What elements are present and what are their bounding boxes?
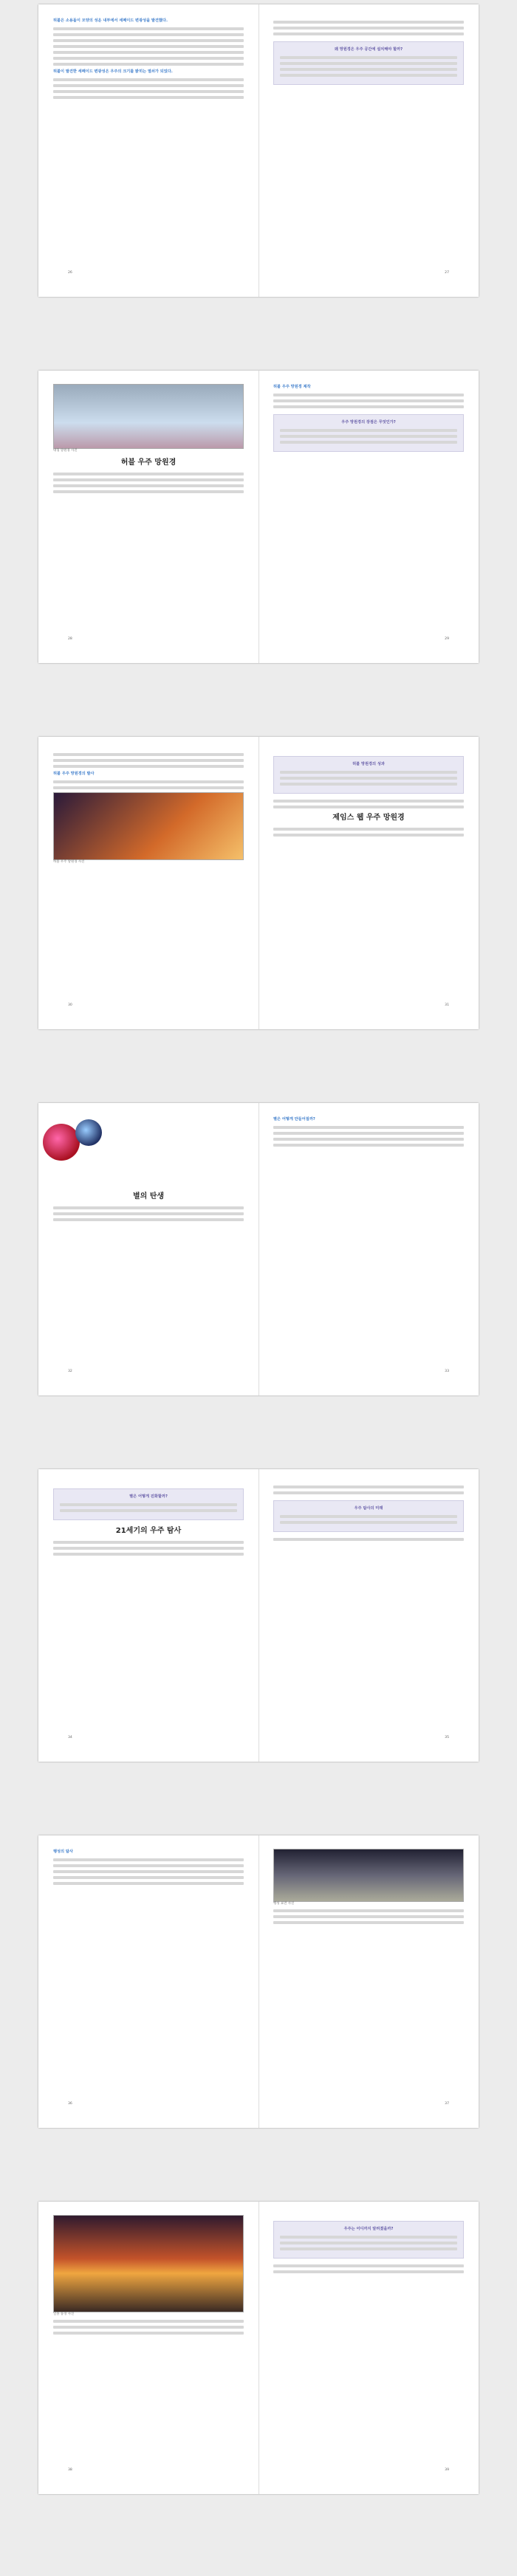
surface-image [273,1849,464,1902]
left-page [53,750,244,1016]
right-page [273,2215,464,2481]
text-line [273,1126,464,1129]
text-line [273,806,464,808]
text-line [53,33,244,36]
box-title: 별은 어떻게 진화할까? [129,1494,168,1499]
text-line [273,27,464,30]
text-line [53,45,244,48]
right-page [273,18,464,284]
text-line [273,828,464,831]
page-number: 30 [68,1003,72,1007]
text-line [53,1870,244,1873]
page-number: 37 [445,2102,449,2106]
text-line [53,490,244,493]
book-spread-5 [38,1469,479,1762]
text-line [53,1212,244,1215]
text-line [273,800,464,803]
right-page [273,1849,464,2115]
text-line [53,78,244,81]
info-box [273,756,464,794]
book-spread-2 [38,371,479,663]
text-line [273,1132,464,1135]
text-line [53,780,244,783]
info-box [53,1488,244,1520]
text-line [60,1509,237,1512]
left-page [53,1849,244,2115]
text-line [280,771,457,774]
text-line [53,1218,244,1221]
box-title: 우주 망원경의 장점은 무엇인가? [341,420,396,425]
section-question: 별은 어떻게 만들어질까? [273,1117,315,1122]
left-page [53,18,244,284]
text-line [53,1882,244,1885]
image-caption: 대형 망원경 사진 [53,449,78,453]
section-question: 허블이 발견한 세페이드 변광성은 우주의 크기를 밝히는 열쇠가 되었다. [53,69,173,74]
text-line [53,27,244,30]
telescope-image [53,384,244,449]
page-number: 38 [68,2468,72,2472]
text-line [53,96,244,99]
text-line [280,429,457,432]
section-question: 행성의 탐사 [53,1849,73,1854]
page-number: 26 [68,271,72,275]
info-box [273,2221,464,2259]
text-line [53,786,244,789]
book-spread-1 [38,4,479,297]
text-line [53,2326,244,2329]
right-page [273,750,464,1016]
text-line [53,2332,244,2335]
text-line [280,2247,457,2250]
section-question: 허블 우주 망원경 제작 [273,385,311,389]
text-line [53,1876,244,1879]
text-line [273,2270,464,2273]
text-line [280,435,457,438]
section-question: 허블 우주 망원경의 발사 [53,772,95,776]
right-page [273,1116,464,1382]
text-line [53,478,244,481]
text-line [273,1921,464,1924]
text-line [273,1491,464,1494]
text-line [53,39,244,42]
text-line [53,759,244,762]
text-line [280,783,457,786]
box-title: 허블 망원경의 성과 [352,762,385,766]
text-line [273,2264,464,2267]
info-box [273,41,464,85]
left-page [53,2215,244,2481]
page-number: 31 [445,1003,449,1007]
text-line [53,484,244,487]
image-caption: 허블 우주 망원경 사진 [53,860,85,864]
text-line [53,765,244,768]
text-line [273,405,464,408]
chapter-title: 21세기의 우주 탐사 [115,1527,182,1535]
text-line [53,57,244,60]
page-number: 32 [68,1370,72,1373]
book-spread-4 [38,1103,479,1395]
page-number: 35 [445,1736,449,1739]
text-line [273,394,464,396]
chapter-title: 제임스 웹 우주 망원경 [332,814,405,822]
text-line [280,2236,457,2239]
text-line [53,1541,244,1544]
page-number: 39 [445,2468,449,2472]
left-page [53,1116,244,1382]
page-number: 27 [445,271,449,275]
text-line [53,1553,244,1556]
book-spread-7 [38,2202,479,2494]
text-line [273,1909,464,1912]
box-title: 왜 망원경은 우주 공간에 설치해야 할까? [334,47,403,52]
box-title: 우주는 어디까지 알려졌을까? [343,2227,394,2231]
text-line [273,1538,464,1541]
sunset-image [53,2215,244,2312]
right-page [273,384,464,650]
left-page [53,1483,244,1748]
image-caption: 일몰 풍경 사진 [53,2312,75,2316]
text-line [53,473,244,475]
text-line [280,441,457,444]
page-number: 28 [68,637,72,641]
right-page [273,1483,464,1748]
chapter-title: 별의 탄생 [132,1192,165,1201]
text-line [53,1206,244,1209]
text-line [53,51,244,54]
text-line [273,21,464,24]
book-spread-3 [38,737,479,1029]
text-line [53,753,244,756]
box-title: 우주 탐사의 미래 [354,1506,383,1511]
page-number: 36 [68,2102,72,2106]
text-line [53,2320,244,2323]
planet-illustration [53,1116,244,1187]
info-box [273,414,464,452]
page-number: 29 [445,637,449,641]
text-line [273,1915,464,1918]
text-line [53,63,244,66]
text-line [53,1547,244,1550]
text-line [60,1503,237,1506]
image-caption: 행성 표면 사진 [273,1902,295,1906]
text-line [280,74,457,77]
text-line [280,56,457,59]
text-line [273,399,464,402]
text-line [53,90,244,93]
left-page [53,384,244,650]
text-line [273,1486,464,1488]
text-line [53,1858,244,1861]
telescope-image [53,792,244,860]
text-line [280,1515,457,1518]
page-number: 34 [68,1736,72,1739]
text-line [273,1144,464,1147]
text-line [53,1864,244,1867]
text-line [280,2242,457,2244]
text-line [280,62,457,65]
text-line [273,834,464,837]
text-line [280,68,457,71]
text-line [273,32,464,35]
section-question: 허블은 소용돌이 모양의 성운 내부에서 세페이드 변광성을 발견했다. [53,18,168,23]
page-number: 33 [445,1370,449,1373]
text-line [273,1138,464,1141]
text-line [280,1521,457,1524]
book-spread-6 [38,1835,479,2128]
chapter-title: 허블 우주 망원경 [120,458,177,467]
text-line [53,84,244,87]
info-box [273,1500,464,1532]
text-line [280,777,457,780]
